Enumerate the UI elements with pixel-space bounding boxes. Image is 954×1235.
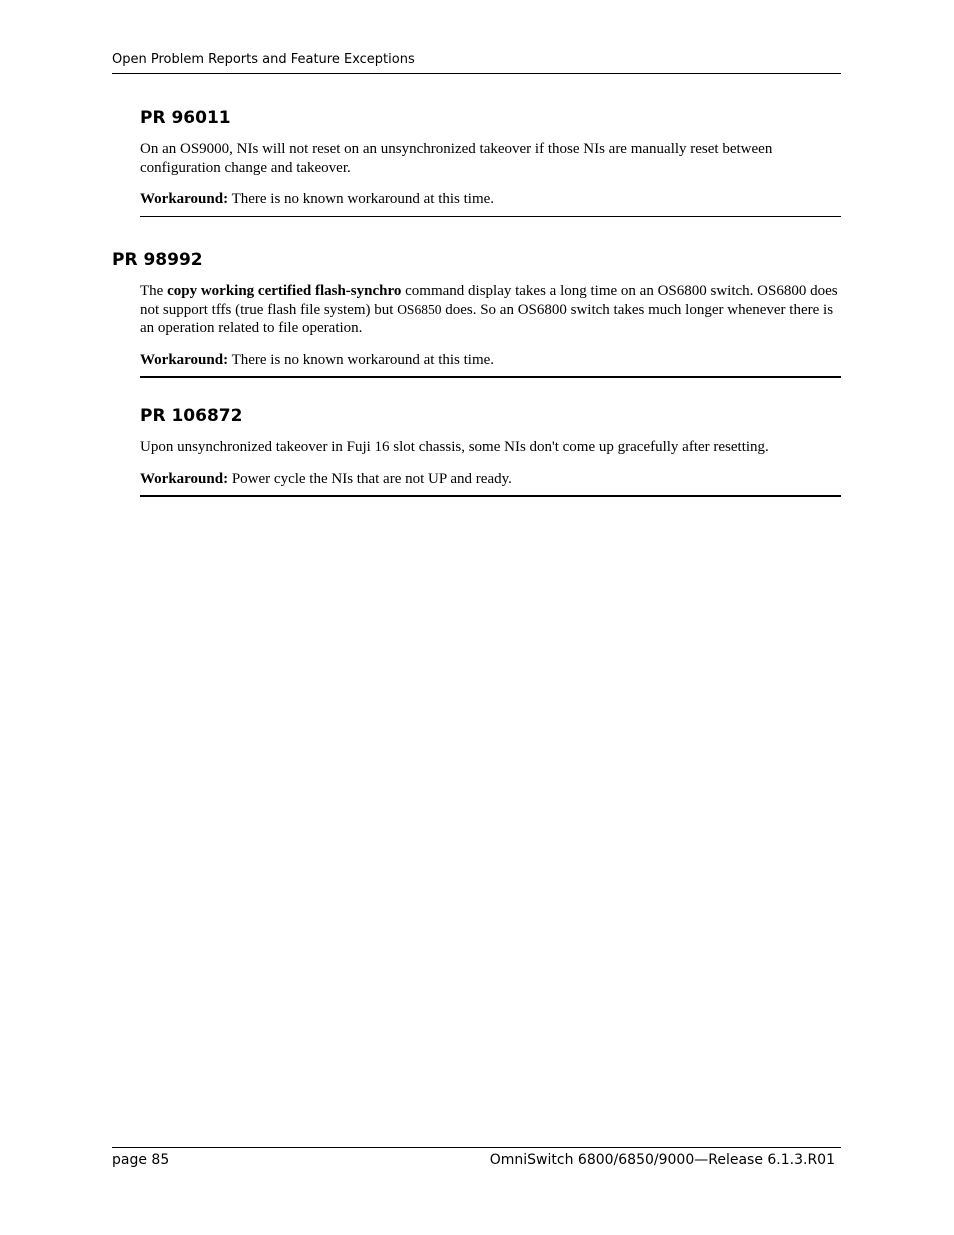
section-divider <box>140 495 841 497</box>
section-divider <box>140 216 841 217</box>
workaround-label: Workaround: <box>140 471 229 487</box>
pr-106872-workaround <box>140 470 840 489</box>
pr-106872-heading: PR 106872 <box>140 406 243 426</box>
pr-96011-heading: PR 96011 <box>140 108 231 128</box>
section-divider <box>140 376 841 378</box>
pr-96011-description: On an OS9000, NIs will not reset on an unsynchronized takeover if those NIs are manually reset between configuration change and takeover. <box>140 141 773 176</box>
pr-98992-heading: PR 98992 <box>112 250 203 270</box>
description-text: does. So an OS6800 switch takes much longer whenever there is an operation related to file operation. <box>140 301 834 336</box>
workaround-text: There is no known workaround at this time. <box>228 191 495 207</box>
pr-98992-description <box>140 282 840 338</box>
description-text: The <box>140 283 168 299</box>
workaround-label: Workaround: <box>140 352 229 368</box>
header-rule <box>112 73 841 74</box>
description-text: command display takes a long time on an OS6800 switch. OS6800 does not support tffs (true flash file system) but <box>140 283 838 318</box>
model-name: OS6850 <box>397 301 442 317</box>
running-header: Open Problem Reports and Feature Exceptions <box>112 52 415 67</box>
pr-106872-description: Upon unsynchronized takeover in Fuji 16 slot chassis, some NIs don't come up gracefully after resetting. <box>140 439 769 455</box>
pr-96011-workaround <box>140 190 840 209</box>
command-name: copy working certified flash-synchro <box>167 283 402 299</box>
pr-98992-workaround <box>140 351 840 370</box>
workaround-label: Workaround: <box>140 191 229 207</box>
release-label: OmniSwitch 6800/6850/9000—Release 6.1.3.R01 <box>489 1152 835 1168</box>
page-number: page 85 <box>112 1152 170 1168</box>
workaround-text: There is no known workaround at this time. <box>228 352 495 368</box>
workaround-text: Power cycle the NIs that are not UP and ready. <box>228 471 512 487</box>
footer-rule <box>112 1147 841 1148</box>
